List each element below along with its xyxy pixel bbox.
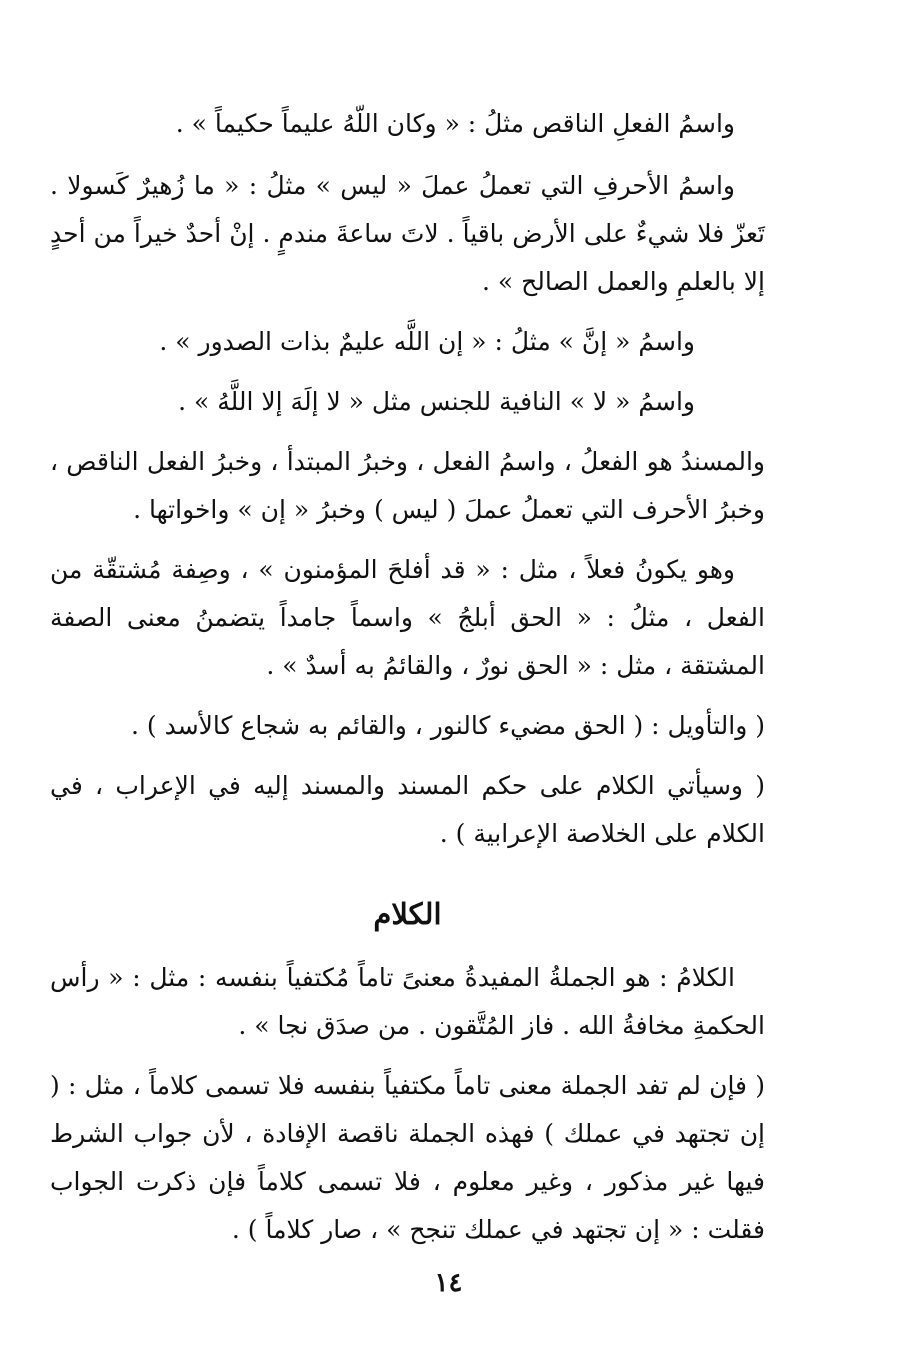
paragraph: واسمُ الأحرفِ التي تعملُ عملَ « ليس » مثلُ : « ما زُهيرٌ كَسولا . تَعزّ فلا شيءٌ على الأرض باقياً . لاتَ ساعةَ مندمٍ . إنْ أحدٌ خيراً من أحدٍ إلا بالعلمِ والعمل الصالح » .: [50, 171, 765, 296]
page-number: ١٤: [434, 1268, 463, 1298]
paragraph: ( والتأويل : ( الحق مضيء كالنور ، والقائم به شجاع كالأسد ) .: [131, 711, 765, 740]
paragraph: ( وسيأتي الكلام على حكم المسند والمسند إليه في الإعراب ، في الكلام على الخلاصة الإعرابية ) .: [50, 771, 765, 848]
page-content: [50, 100, 765, 1254]
paragraph: ( فإن لم تفد الجملة معنى تاماً مكتفياً بنفسه فلا تسمى كلاماً ، مثل : ( إن تجتهد في عملك ) فهذه الجملة ناقصة الإفادة ، لأن جواب الشرط فيها غير مذكور ، وغير معلوم ، فلا تسمى كلاماً فإن ذكرت الجواب فقلت : « إن تجتهد في عملك تنجح » ، صار كلاماً ) .: [50, 1071, 765, 1244]
paragraph: والمسندُ هو الفعلُ ، واسمُ الفعل ، وخبرُ المبتدأ ، وخبرُ الفعل الناقص ، وخبرُ الأحرف التي تعملُ عملَ ( ليس ) وخبرُ « إن » واخواتها .: [50, 447, 765, 524]
paragraph: الكلامُ : هو الجملةُ المفيدةُ معنىً تاماً مُكتفياً بنفسه : مثل : « رأس الحكمةِ مخافةُ الله . فاز المُتَّقون . من صدَق نجا » .: [50, 963, 765, 1040]
paragraph: واسمُ « لا » النافية للجنس مثل « لا إلَهَ إلا اللَّهُ » .: [178, 387, 695, 416]
paragraph: وهو يكونُ فعلاً ، مثل : « قد أفلحَ المؤمنون » ، وصِفة مُشتقّة من الفعل ، مثلُ : « الحق أبلجُ » واسماً جامداً يتضمنُ معنى الصفة المشتقة ، مثل : « الحق نورٌ ، والقائمُ به أسدٌ » .: [50, 555, 765, 680]
paragraph: واسمُ « إنَّ » مثلُ : « إن اللَّه عليمٌ بذات الصدور » .: [159, 327, 695, 356]
paragraph: واسمُ الفعلِ الناقص مثلُ : « وكان اللّهُ عليماً حكيماً » .: [175, 109, 735, 138]
section-title: الكلام: [373, 897, 442, 931]
